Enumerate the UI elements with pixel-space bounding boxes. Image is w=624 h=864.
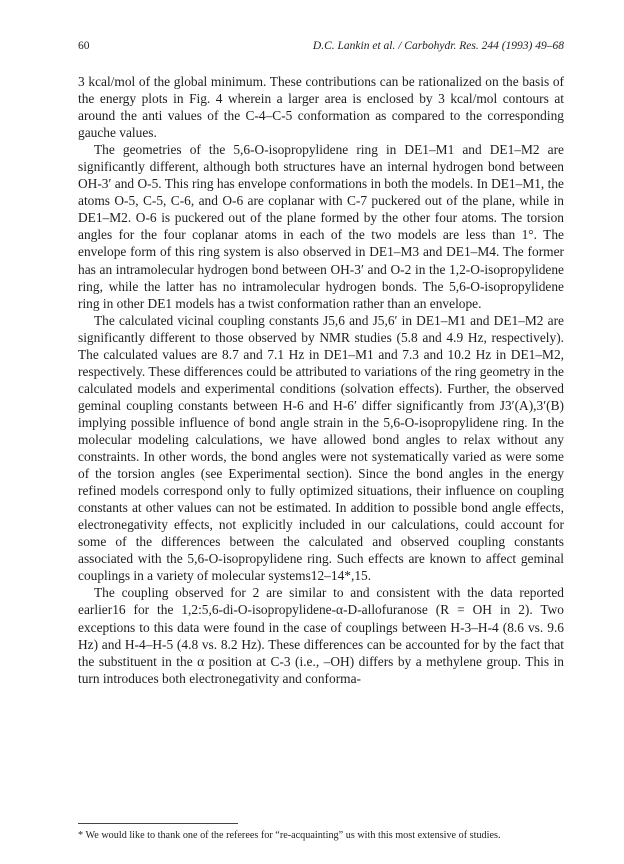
footnote-rule	[78, 823, 238, 824]
paragraph: 3 kcal/mol of the global minimum. These contributions can be rationalized on the basis of the energy plots in Fig. 4 wherein a larger area is enclosed by 3 kcal/mol contours at around the anti values of the C-4–C-5 conformation as compared to the corresponding gauche values.	[78, 74, 564, 141]
paragraph: The calculated vicinal coupling constants J5,6 and J5,6′ in DE1–M1 and DE1–M2 are significantly different to those observed by NMR studies (5.8 and 4.9 Hz, respectively). The calculated values are 8.7 and 7.1 Hz in DE1–M1 and 7.3 and 10.2 Hz in DE1–M2, respectively. These differences could be attributed to variations of the ring geometry in the calculated models and experimental conditions (solvation effects). Further, the observed geminal coupling constants between H-6 and H-6′ differ significantly from J3′(A),3′(B) implying possible influence of bond angle strain in the 5,6-O-isopropylidene ring. In the molecular modeling calculations, we have allowed bond angles to relax without any constraints. In other words, the bond angles were not systematically varied as were some of the torsion angles (see Experimental section). Since the bond angles in the energy refined models correspond only to fully optimized situations, their influence on coupling constants at other values can not be estimated. In addition to possible bond angle effects, electronegativity effects, not explicitly included in our calculations, could account for some of the differences between the calculated and observed coupling constants associated with the 5,6-O-isopropylidene ring. Such effects are known to affect geminal couplings in a variety of molecular systems12–14*,15.	[78, 312, 564, 584]
paragraph: The coupling observed for 2 are similar to and consistent with the data reported earlier16 for the 1,2:5,6-di-O-isopropylidene-α-D-allofuranose (R = OH in 2). Two exceptions to this data were found in the case of couplings between H-3–H-4 (8.6 vs. 9.6 Hz) and H-4–H-5 (4.8 vs. 8.2 Hz). These differences can be accounted for by the fact that the substituent in the α position at C-3 (i.e., –OH) differs by a methylene group. This in turn introduces both electronegativity and conforma-	[78, 585, 564, 686]
paragraph: The geometries of the 5,6-O-isopropylidene ring in DE1–M1 and DE1–M2 are significantly different, although both structures have an internal hydrogen bond between OH-3′ and O-5. This ring has envelope conformations in both the models. In DE1–M1, the atoms O-5, C-5, C-6, and O-6 are coplanar with C-7 puckered out of the plane, while in DE1–M2. O-6 is puckered out of the plane formed by the other four atoms. The torsion angles for the four coplanar atoms in each of the two models are less than 1°. The envelope form of this ring system is also observed in DE1–M3 and DE1–M4. The former has an intramolecular hydrogen bond between OH-3′ and O-2 in the 1,2-O-isopropylidene ring, while the latter has no intramolecular hydrogen bonds. The 5,6-O-isopropylidene ring in other DE1 models has a twist conformation rather than an envelope.	[78, 142, 564, 311]
page-number: 60	[78, 40, 90, 52]
body-text	[78, 73, 564, 687]
footnote: * We would like to thank one of the referees for “re-acquainting” us with this most extensive of studies.	[78, 830, 501, 841]
page-header	[78, 40, 564, 56]
running-head: D.C. Lankin et al. / Carbohydr. Res. 244 (1993) 49–68	[312, 40, 564, 52]
